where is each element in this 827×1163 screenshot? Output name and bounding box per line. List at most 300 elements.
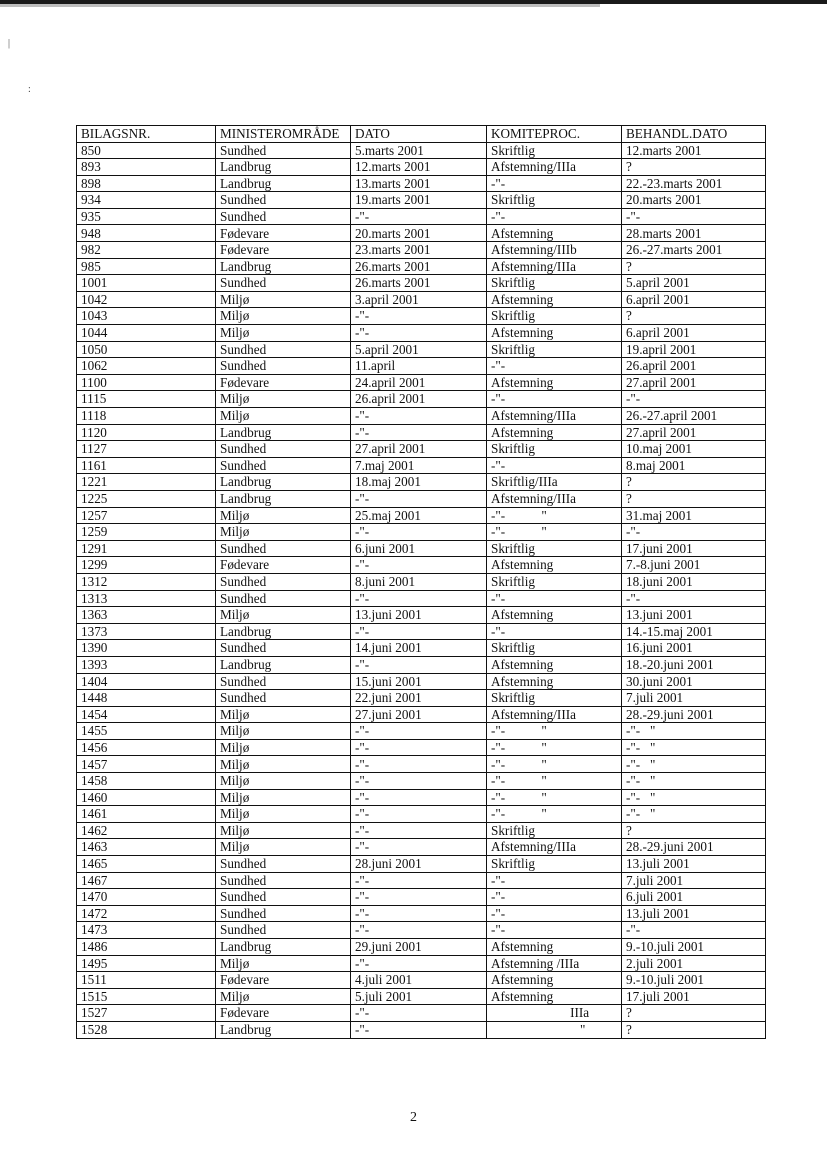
table-row [77,208,766,225]
cell-ministeromraade: Miljø [216,507,351,524]
cell-bilagsnr: 1461 [77,806,216,823]
cell-behandl-dato: -"- " [622,789,766,806]
cell-bilagsnr: 1042 [77,291,216,308]
cell-ministeromraade: Sundhed [216,573,351,590]
table-row [77,192,766,209]
cell-bilagsnr: 1044 [77,325,216,342]
cell-dato: 4.juli 2001 [351,972,487,989]
cell-dato: 26.marts 2001 [351,258,487,275]
cell-komiteproc: Afstemning [487,374,622,391]
cell-behandl-dato: ? [622,490,766,507]
cell-behandl-dato: -"- " [622,773,766,790]
cell-komiteproc: -"- [487,623,622,640]
cell-ministeromraade: Landbrug [216,424,351,441]
cell-bilagsnr: 1118 [77,408,216,425]
cell-komiteproc: Skriftlig [487,640,622,657]
cell-komiteproc: Afstemning [487,939,622,956]
cell-bilagsnr: 1448 [77,690,216,707]
cell-komiteproc: Skriftlig/IIIa [487,474,622,491]
cell-bilagsnr: 1515 [77,988,216,1005]
cell-bilagsnr: 1528 [77,1021,216,1038]
cell-komiteproc: -"- " [487,806,622,823]
cell-ministeromraade: Miljø [216,773,351,790]
cell-komiteproc: Skriftlig [487,573,622,590]
cell-ministeromraade: Miljø [216,325,351,342]
cell-komiteproc: Skriftlig [487,142,622,159]
cell-behandl-dato: -"- [622,590,766,607]
table-row [77,291,766,308]
cell-komiteproc: Afstemning [487,972,622,989]
cell-komiteproc: Skriftlig [487,441,622,458]
cell-behandl-dato: 13.juli 2001 [622,905,766,922]
cell-ministeromraade: Miljø [216,408,351,425]
cell-ministeromraade: Miljø [216,391,351,408]
cell-bilagsnr: 982 [77,242,216,259]
cell-behandl-dato: 7.juli 2001 [622,872,766,889]
cell-komiteproc: -"- [487,905,622,922]
cell-ministeromraade: Sundhed [216,457,351,474]
cell-komiteproc: Afstemning [487,325,622,342]
cell-bilagsnr: 1312 [77,573,216,590]
table-row [77,258,766,275]
cell-dato: 8.juni 2001 [351,573,487,590]
cell-behandl-dato: 18.juni 2001 [622,573,766,590]
cell-ministeromraade: Sundhed [216,690,351,707]
table-row [77,739,766,756]
cell-behandl-dato: 28.marts 2001 [622,225,766,242]
cell-behandl-dato: -"- [622,524,766,541]
cell-dato: 22.juni 2001 [351,690,487,707]
cell-komiteproc: -"- [487,457,622,474]
cell-komiteproc: Afstemning/IIIb [487,242,622,259]
cell-behandl-dato: 30.juni 2001 [622,673,766,690]
cell-komiteproc: Afstemning /IIIa [487,955,622,972]
cell-ministeromraade: Miljø [216,524,351,541]
cell-ministeromraade: Fødevare [216,972,351,989]
table-row [77,391,766,408]
cell-dato: 25.maj 2001 [351,507,487,524]
table-row [77,955,766,972]
cell-dato: 19.marts 2001 [351,192,487,209]
cell-bilagsnr: 1001 [77,275,216,292]
table-row [77,175,766,192]
cell-ministeromraade: Sundhed [216,142,351,159]
table-row [77,1021,766,1038]
cell-bilagsnr: 1527 [77,1005,216,1022]
cell-bilagsnr: 1511 [77,972,216,989]
cell-bilagsnr: 850 [77,142,216,159]
cell-bilagsnr: 1257 [77,507,216,524]
cell-dato: -"- [351,557,487,574]
cell-komiteproc: -"- [487,889,622,906]
cell-dato: 14.juni 2001 [351,640,487,657]
cell-bilagsnr: 1291 [77,540,216,557]
cell-komiteproc: Skriftlig [487,690,622,707]
cell-dato: -"- [351,590,487,607]
cell-bilagsnr: 1455 [77,723,216,740]
cell-bilagsnr: 935 [77,208,216,225]
cell-ministeromraade: Landbrug [216,474,351,491]
cell-komiteproc: IIIa [487,1005,622,1022]
table-row [77,905,766,922]
table-row [77,656,766,673]
cell-behandl-dato: 28.-29.juni 2001 [622,839,766,856]
table-row [77,640,766,657]
cell-dato: -"- [351,955,487,972]
cell-bilagsnr: 1127 [77,441,216,458]
bilag-table [76,125,766,1039]
table-row [77,773,766,790]
table-row [77,524,766,541]
cell-behandl-dato: 26.april 2001 [622,358,766,375]
cell-dato: -"- [351,408,487,425]
cell-dato: -"- [351,756,487,773]
cell-behandl-dato: -"- " [622,739,766,756]
header-behandl-dato: BEHANDL.DATO [622,126,766,143]
cell-bilagsnr: 1115 [77,391,216,408]
cell-bilagsnr: 1495 [77,955,216,972]
table-row [77,988,766,1005]
cell-komiteproc: Afstemning [487,557,622,574]
cell-ministeromraade: Miljø [216,756,351,773]
cell-dato: 26.april 2001 [351,391,487,408]
table-row [77,839,766,856]
cell-bilagsnr: 1393 [77,656,216,673]
cell-bilagsnr: 1221 [77,474,216,491]
cell-behandl-dato: ? [622,474,766,491]
cell-behandl-dato: 28.-29.juni 2001 [622,706,766,723]
cell-bilagsnr: 1404 [77,673,216,690]
cell-dato: 12.marts 2001 [351,159,487,176]
cell-bilagsnr: 1050 [77,341,216,358]
cell-behandl-dato: 9.-10.juli 2001 [622,972,766,989]
table-row [77,225,766,242]
cell-behandl-dato: 19.april 2001 [622,341,766,358]
cell-ministeromraade: Sundhed [216,192,351,209]
cell-ministeromraade: Landbrug [216,939,351,956]
cell-dato: -"- [351,905,487,922]
cell-ministeromraade: Sundhed [216,441,351,458]
cell-ministeromraade: Landbrug [216,175,351,192]
cell-bilagsnr: 1486 [77,939,216,956]
cell-ministeromraade: Sundhed [216,590,351,607]
cell-behandl-dato: -"- [622,922,766,939]
table-row [77,142,766,159]
cell-dato: 11.april [351,358,487,375]
cell-ministeromraade: Fødevare [216,557,351,574]
cell-behandl-dato: ? [622,1005,766,1022]
cell-dato: 6.juni 2001 [351,540,487,557]
cell-dato: 7.maj 2001 [351,457,487,474]
cell-dato: -"- [351,773,487,790]
header-ministeromraade: MINISTEROMRÅDE [216,126,351,143]
cell-behandl-dato: ? [622,1021,766,1038]
cell-behandl-dato: 31.maj 2001 [622,507,766,524]
cell-ministeromraade: Sundhed [216,640,351,657]
cell-komiteproc: Afstemning/IIIa [487,159,622,176]
cell-dato: 28.juni 2001 [351,856,487,873]
cell-behandl-dato: -"- " [622,756,766,773]
cell-ministeromraade: Landbrug [216,258,351,275]
cell-bilagsnr: 1161 [77,457,216,474]
cell-dato: -"- [351,822,487,839]
cell-dato: 20.marts 2001 [351,225,487,242]
cell-komiteproc: Afstemning/IIIa [487,839,622,856]
cell-ministeromraade: Sundhed [216,922,351,939]
cell-ministeromraade: Sundhed [216,208,351,225]
table-row [77,275,766,292]
cell-dato: -"- [351,872,487,889]
cell-komiteproc: -"- " [487,789,622,806]
cell-dato: -"- [351,723,487,740]
cell-ministeromraade: Landbrug [216,1021,351,1038]
table-row [77,374,766,391]
cell-dato: -"- [351,325,487,342]
cell-dato: -"- [351,490,487,507]
table-row [77,872,766,889]
cell-dato: -"- [351,806,487,823]
cell-ministeromraade: Miljø [216,739,351,756]
cell-bilagsnr: 1463 [77,839,216,856]
cell-komiteproc: Afstemning/IIIa [487,258,622,275]
cell-komiteproc: Afstemning/IIIa [487,490,622,507]
table-row [77,358,766,375]
cell-komiteproc: -"- [487,922,622,939]
cell-ministeromraade: Fødevare [216,374,351,391]
cell-behandl-dato: ? [622,822,766,839]
table-body [77,142,766,1038]
cell-dato: 29.juni 2001 [351,939,487,956]
cell-komiteproc: -"- " [487,773,622,790]
cell-dato: 15.juni 2001 [351,673,487,690]
table-row [77,607,766,624]
cell-ministeromraade: Miljø [216,822,351,839]
cell-bilagsnr: 1299 [77,557,216,574]
cell-dato: -"- [351,208,487,225]
table-row [77,690,766,707]
table-row [77,242,766,259]
cell-ministeromraade: Sundhed [216,905,351,922]
cell-dato: -"- [351,623,487,640]
cell-dato: -"- [351,739,487,756]
cell-dato: 18.maj 2001 [351,474,487,491]
cell-ministeromraade: Sundhed [216,889,351,906]
cell-dato: 13.marts 2001 [351,175,487,192]
cell-dato: 27.april 2001 [351,441,487,458]
cell-komiteproc: -"- [487,872,622,889]
cell-komiteproc: Skriftlig [487,856,622,873]
table-row [77,939,766,956]
cell-bilagsnr: 1457 [77,756,216,773]
table-row [77,756,766,773]
table-row [77,623,766,640]
cell-komiteproc: Afstemning [487,225,622,242]
cell-behandl-dato: 22.-23.marts 2001 [622,175,766,192]
table-row [77,922,766,939]
cell-ministeromraade: Landbrug [216,159,351,176]
cell-komiteproc: Skriftlig [487,341,622,358]
table-row [77,408,766,425]
cell-dato: 24.april 2001 [351,374,487,391]
table-header [77,126,766,143]
cell-behandl-dato: 27.april 2001 [622,424,766,441]
cell-komiteproc: Afstemning [487,291,622,308]
cell-bilagsnr: 1225 [77,490,216,507]
cell-komiteproc: Afstemning [487,988,622,1005]
cell-behandl-dato: 2.juli 2001 [622,955,766,972]
cell-komiteproc: Skriftlig [487,192,622,209]
table-row [77,507,766,524]
scan-margin-mark: | [8,38,11,49]
table-row [77,706,766,723]
cell-komiteproc: Skriftlig [487,275,622,292]
cell-dato: 5.april 2001 [351,341,487,358]
cell-ministeromraade: Fødevare [216,1005,351,1022]
table-row [77,490,766,507]
cell-behandl-dato: ? [622,159,766,176]
cell-ministeromraade: Fødevare [216,225,351,242]
scan-top-shadow [0,4,600,7]
table-row [77,806,766,823]
cell-behandl-dato: 14.-15.maj 2001 [622,623,766,640]
cell-bilagsnr: 1470 [77,889,216,906]
cell-komiteproc: Afstemning [487,656,622,673]
table-row [77,590,766,607]
cell-behandl-dato: 27.april 2001 [622,374,766,391]
cell-bilagsnr: 1259 [77,524,216,541]
cell-behandl-dato: 13.juni 2001 [622,607,766,624]
cell-behandl-dato: 13.juli 2001 [622,856,766,873]
cell-ministeromraade: Sundhed [216,358,351,375]
cell-behandl-dato: 20.marts 2001 [622,192,766,209]
cell-komiteproc: Afstemning/IIIa [487,706,622,723]
table-row [77,159,766,176]
cell-komiteproc: Skriftlig [487,308,622,325]
cell-ministeromraade: Landbrug [216,623,351,640]
cell-behandl-dato: 17.juni 2001 [622,540,766,557]
cell-dato: -"- [351,789,487,806]
cell-behandl-dato: ? [622,308,766,325]
cell-dato: -"- [351,839,487,856]
cell-behandl-dato: -"- " [622,806,766,823]
cell-komiteproc: Afstemning [487,673,622,690]
cell-dato: 26.marts 2001 [351,275,487,292]
cell-bilagsnr: 1465 [77,856,216,873]
cell-dato: -"- [351,1005,487,1022]
cell-behandl-dato: 9.-10.juli 2001 [622,939,766,956]
cell-behandl-dato: -"- [622,391,766,408]
cell-bilagsnr: 1100 [77,374,216,391]
cell-dato: -"- [351,308,487,325]
cell-bilagsnr: 1313 [77,590,216,607]
cell-bilagsnr: 985 [77,258,216,275]
cell-dato: -"- [351,1021,487,1038]
cell-dato: 27.juni 2001 [351,706,487,723]
cell-behandl-dato: 6.juli 2001 [622,889,766,906]
header-row [77,126,766,143]
cell-bilagsnr: 1373 [77,623,216,640]
cell-komiteproc: -"- " [487,524,622,541]
table-row [77,424,766,441]
cell-ministeromraade: Fødevare [216,242,351,259]
cell-komiteproc: Skriftlig [487,822,622,839]
cell-ministeromraade: Miljø [216,806,351,823]
cell-behandl-dato: 17.juli 2001 [622,988,766,1005]
cell-dato: 5.juli 2001 [351,988,487,1005]
cell-behandl-dato: 5.april 2001 [622,275,766,292]
cell-dato: -"- [351,524,487,541]
cell-ministeromraade: Sundhed [216,872,351,889]
cell-bilagsnr: 898 [77,175,216,192]
cell-behandl-dato: 18.-20.juni 2001 [622,656,766,673]
cell-komiteproc: " [487,1021,622,1038]
cell-bilagsnr: 1460 [77,789,216,806]
cell-bilagsnr: 934 [77,192,216,209]
header-komiteproc: KOMITEPROC. [487,126,622,143]
table-row [77,1005,766,1022]
page-number: 2 [410,1110,417,1125]
table-row [77,540,766,557]
cell-behandl-dato: -"- [622,208,766,225]
cell-ministeromraade: Miljø [216,706,351,723]
cell-bilagsnr: 1120 [77,424,216,441]
cell-dato: 13.juni 2001 [351,607,487,624]
cell-komiteproc: -"- " [487,723,622,740]
cell-bilagsnr: 1454 [77,706,216,723]
cell-dato: 3.april 2001 [351,291,487,308]
cell-behandl-dato: 7.-8.juni 2001 [622,557,766,574]
cell-ministeromraade: Miljø [216,291,351,308]
cell-komiteproc: -"- [487,590,622,607]
cell-komiteproc: -"- " [487,739,622,756]
cell-bilagsnr: 1456 [77,739,216,756]
cell-komiteproc: -"- [487,175,622,192]
cell-ministeromraade: Miljø [216,988,351,1005]
cell-dato: -"- [351,889,487,906]
cell-ministeromraade: Miljø [216,723,351,740]
cell-bilagsnr: 1462 [77,822,216,839]
table-row [77,889,766,906]
cell-komiteproc: -"- " [487,756,622,773]
cell-bilagsnr: 1363 [77,607,216,624]
cell-ministeromraade: Sundhed [216,275,351,292]
table-row [77,457,766,474]
cell-behandl-dato: ? [622,258,766,275]
cell-dato: 23.marts 2001 [351,242,487,259]
cell-behandl-dato: 12.marts 2001 [622,142,766,159]
cell-behandl-dato: 6.april 2001 [622,325,766,342]
cell-dato: 5.marts 2001 [351,142,487,159]
cell-komiteproc: -"- " [487,507,622,524]
cell-komiteproc: -"- [487,391,622,408]
table-row [77,474,766,491]
cell-ministeromraade: Miljø [216,955,351,972]
cell-komiteproc: Afstemning [487,607,622,624]
cell-dato: -"- [351,656,487,673]
cell-ministeromraade: Sundhed [216,673,351,690]
cell-behandl-dato: 7.juli 2001 [622,690,766,707]
table-row [77,308,766,325]
cell-behandl-dato: 8.maj 2001 [622,457,766,474]
table-row [77,341,766,358]
table-row [77,856,766,873]
cell-bilagsnr: 948 [77,225,216,242]
cell-behandl-dato: 10.maj 2001 [622,441,766,458]
cell-bilagsnr: 1043 [77,308,216,325]
cell-ministeromraade: Sundhed [216,540,351,557]
cell-bilagsnr: 1473 [77,922,216,939]
cell-behandl-dato: 16.juni 2001 [622,640,766,657]
